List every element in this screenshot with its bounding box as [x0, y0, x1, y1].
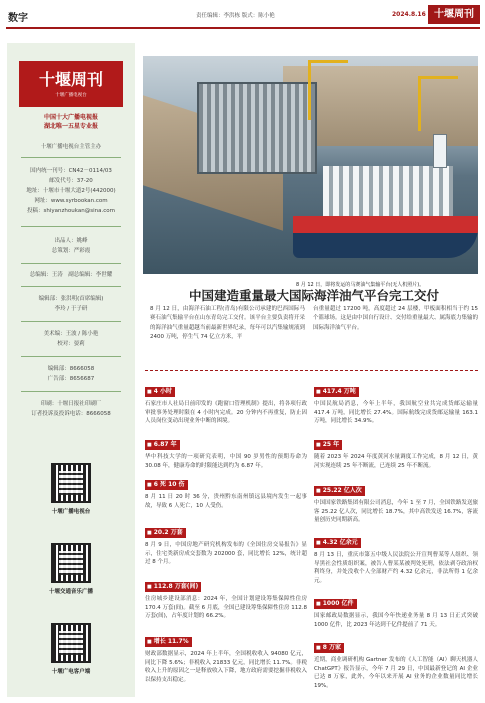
article-headline: 中国建造重量最大国际海洋油气平台完工交付 [188, 288, 439, 303]
news-body: 8 月 13 日，重庆市第五中级人民法院公开宣判曹某等人组织、领导黑社会性质组织案，被告人曹某某被判处死刑，依法剥夺政治权利终身，并处没收个人全部财产约 4.32 亿余元，非法所得 1 亿余元。 [314, 552, 478, 585]
complaint-line: 订者投诉及投诉电话：8666058 [31, 411, 111, 417]
submission-email: 投稿：shiyanzhoukan@sina.com [27, 208, 115, 214]
news-body: 国家邮政局数据显示，我国今年快递业务量 8 月 13 日正式突破 1000 亿件，比 2023 年达到千亿件提前了 71 天。 [314, 613, 478, 628]
edit-phone: 编辑部：8666058 [47, 366, 95, 372]
news-item [314, 477, 478, 525]
news-tag: ■ 112.8 万套(间) [145, 582, 201, 592]
sidebar-logo-sub: 十堰广播电视台 [55, 93, 87, 98]
news-tag: ■ 25.22 亿人次 [314, 486, 365, 496]
header-rule [6, 27, 480, 29]
photo-caption: 8 月 12 日，即将发运的马赛油气集输平台(无人机照片)。 [296, 282, 425, 288]
publication-info [7, 166, 135, 216]
print-info [7, 399, 135, 419]
qr-code-app[interactable] [51, 623, 91, 663]
news-tag: ■ 417.4 万吨 [314, 387, 359, 397]
executive-editor: 编辑部：张洪明(首席编辑) [38, 296, 104, 302]
news-body: 中国国家铁路集团有限公司消息，今年 1 至 7 月，全国铁路发送旅客 25.22 亿人次，同比增长 18.7%，其中高铁发送 16.7%，客流量创历史同期新高。 [314, 500, 478, 524]
sidebar-logo-text: 十堰周刊 [38, 70, 103, 89]
photo-crane [308, 60, 348, 120]
qr-label-app: 十堰广电客户端 [51, 669, 91, 675]
printer: 印刷：十堰日报社印刷厂 [40, 401, 102, 407]
news-tag: ■ 增长 11.7% [145, 637, 192, 647]
editors-credit: 责任编辑：李洪栋 版式：陈小艳 [196, 13, 275, 19]
photo-platform-module [197, 82, 317, 174]
news-tag: ■ 4 小时 [145, 387, 175, 397]
divider [21, 321, 121, 322]
news-item [145, 378, 307, 426]
section-divider [145, 370, 478, 371]
article-lead-right: 台重量超过 17200 吨，高度超过 24 层楼，甲板面积相当于约 15 个篮球场。这是由中国自行设计、交付给重量最大、属海底力集输的国际海洋油气平台。 [313, 306, 479, 331]
divider [21, 391, 121, 392]
news-item [314, 529, 478, 586]
news-body: 住房城乡建设部消息：2024 年，全国计划建设筹集保障性住房 170.4 万套(间)。截至 6 月底，全国已建设筹集保障性住房 112.8 万套(间)，占年度计划的 66.2%。 [145, 596, 307, 620]
qr-pattern [59, 471, 83, 495]
editors-list: 李玲 / 于子研 [54, 306, 88, 312]
divider [21, 157, 121, 158]
publisher: 出品人：姚峰 [54, 238, 88, 244]
masthead-logo: 十堰周刊 [428, 5, 480, 24]
slogan-line-2: 湖北唯一五星专业报 [43, 123, 98, 130]
proofreader: 校对：晏莉 [57, 341, 85, 347]
address: 地址：十堰市十堰大道2号(442000) [26, 188, 116, 194]
photo-crane [418, 76, 458, 131]
news-body: 8 月 9 日，中国房地产研究机构发布的《全国住房交易报告》显示，住宅类新房成交套数为 202000 套，同比增长 12%，统计超过 8 个月。 [145, 542, 307, 566]
section-label: 数字 [8, 13, 28, 24]
qr-label-radio: 十堰交通音乐广播 [48, 589, 93, 595]
news-tag: ■ 8 万家 [314, 643, 344, 653]
president: 总策划：严彩霞 [51, 248, 91, 254]
news-tag: ■ 4.32 亿余元 [314, 538, 361, 548]
slogan-line-1: 中国十大广播电视报 [43, 114, 98, 121]
page-header [0, 0, 485, 34]
news-item [314, 634, 478, 691]
article-lead-left: 8 月 12 日，由海洋石油工程(青岛)有限公司承建的巴西国际马赛石油气集输平台在山东青岛完工交付。该平台主要负责将开采的海洋油气重量超越当前最新世界纪录，每年可以汽集输规液到 2400 万吨，停生气 74 亿立方米，平 [150, 306, 305, 340]
postal-code: 邮发代号：37-20 [49, 178, 93, 184]
news-item [314, 378, 478, 426]
news-item [145, 628, 307, 685]
news-item [145, 431, 307, 470]
news-item [314, 431, 478, 470]
issue-date: 2024.8.16 [392, 11, 426, 18]
divider [21, 226, 121, 227]
news-tag: ■ 1000 亿件 [314, 599, 357, 609]
design-staff [7, 329, 135, 349]
ad-phone: 广告部：8656687 [47, 376, 95, 382]
news-item [145, 573, 307, 621]
editorial-staff [7, 294, 135, 314]
news-item [145, 519, 307, 567]
news-body: 石家庄市人社局日前印发的《跑窗口管理机制》提出，将各项行政审批事务处理时限在 4 小时内完成。20 分钟内不再重复，防止因人员岗位变动出现业务中断的困境。 [145, 401, 307, 425]
news-tag: ■ 6 死 10 伤 [145, 480, 188, 490]
photo-topside-deck [323, 166, 453, 221]
cn-number: 国内统一刊号：CN42－0114/03 [30, 168, 112, 174]
news-item [145, 471, 307, 510]
website: 网址：www.syrbookan.com [34, 198, 108, 204]
qr-code-tv[interactable] [51, 463, 91, 503]
news-body: 随着 2023 年 2024 年度黄河水量调度工作完成，8 月 12 日，黄河实现连续 25 年不断流，已连续 25 年不断流。 [314, 454, 478, 469]
divider [21, 356, 121, 357]
news-tag: ■ 25 年 [314, 440, 342, 450]
sidebar [7, 43, 135, 697]
qr-pattern [59, 551, 83, 575]
art-editor: 美术编：王波 / 陈小艳 [43, 331, 99, 337]
chief-editor: 总编辑：王涛 副总编辑：李世耀 [29, 272, 113, 278]
news-tag: ■ 6.87 年 [145, 440, 180, 450]
news-body: 财政部数据显示，2024 年上半年，全国税收收入 94080 亿元，同比下降 5.6%；非税收入 21833 亿元，同比增长 11.7%。非税收入上升的原因之一是释放收入下降，地方政府需要挖掘非税收入以保持支出稳定。 [145, 651, 307, 684]
news-body: 中国民航局消息，今年上半年，我国航空业共完成货邮运输量 417.4 万吨，同比增长 27.4%。国际航线完成货邮运输量 163.1 万吨，同比增长 34.9%。 [314, 401, 478, 425]
main-photo [143, 56, 478, 274]
divider [21, 263, 121, 264]
news-body: 近期，商业调研机构 Gartner 发布的《人工智能（AI）聊天机器人 ChatGPT》报告显示，今年 7 月 29 日，中国最新登记的 AI 企业已达 8 万家，此外，今年以来开展 AI 业务的企业数量同比增长 19%。 [314, 657, 478, 690]
sidebar-slogan [7, 113, 135, 131]
sidebar-logo [19, 61, 123, 107]
staff-credits [7, 236, 135, 256]
qr-code-radio[interactable] [51, 543, 91, 583]
photo-tower [433, 134, 447, 168]
photo-ship-hull [293, 216, 478, 258]
divider [21, 286, 121, 287]
organizer: 十堰广播电视台主管主办 [40, 144, 102, 150]
news-body: 8 月 11 日 20 时 36 分，贵州黔东南州镇远县境内发生一起事故，导致 6 人死亡，10 人受伤。 [145, 494, 307, 509]
contact-phones [7, 364, 135, 384]
qr-label-tv: 十堰广播电视台 [51, 509, 91, 515]
news-tag: ■ 20.2 万套 [145, 528, 186, 538]
news-item [314, 590, 478, 629]
news-body: 华中科技大学的一项研究表明，中国 90 岁男性的预期寿命为 30.08 年，健康寿命的时限能达到约为 6.87 年。 [145, 454, 307, 469]
qr-pattern [59, 631, 83, 655]
